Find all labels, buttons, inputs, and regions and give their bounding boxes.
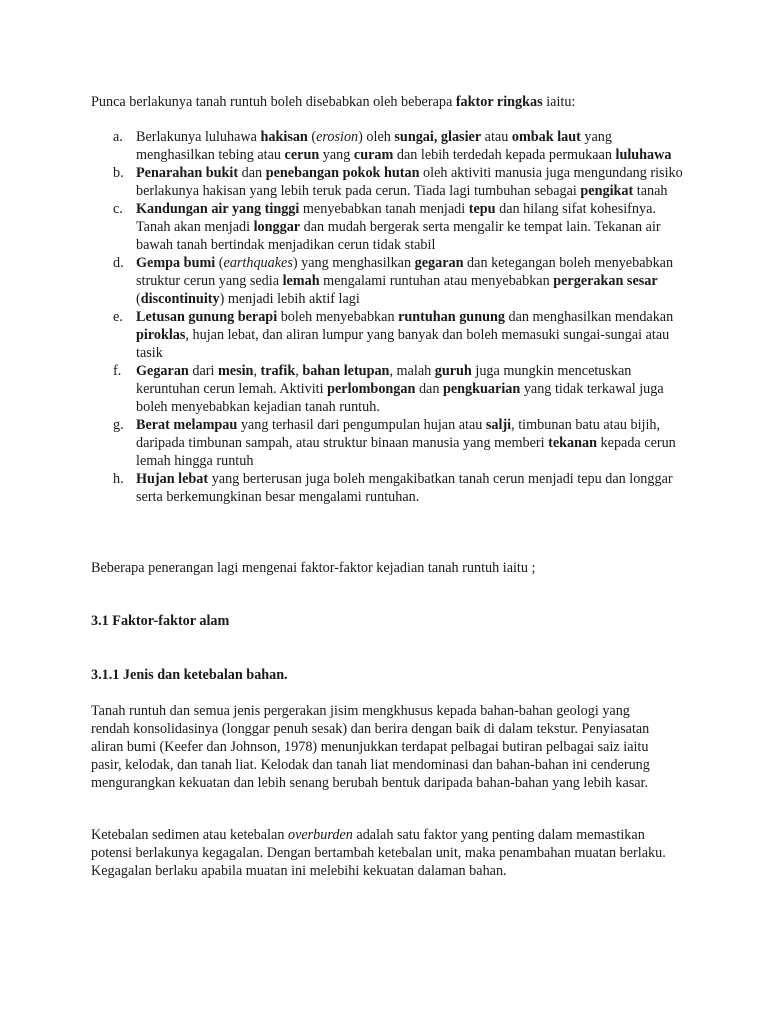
text-run: tanah [633,183,668,199]
bold-term: pengkuarian [442,381,521,397]
material-paragraph: Tanah runtuh dan semua jenis pergerakan jisim mengkhusus kepada bahan-bahan geologi yang rendah konsolidasinya (longgar penuh sesak) dan berira dengan baik di dalam tekstur. Penyiasatan aliran bumi (Keefer dan Johnson, 1978) menunjukkan terdapat pelbagai butiran pelbagai saiz iaitu pasir, kelodak, dan tanah liat. Kelodak dan tanah liat mendominasi dan bahan-bahan ini cenderung mengurangkan kekuatan dan lebih senang berubah bentuk daripada bahan-bahan yang lebih kasar. [91,703,650,791]
text-run: ) oleh [358,129,395,145]
text-run: yang [319,147,354,163]
thickness-paragraph [91,826,681,880]
text-run: adalah satu faktor yang penting dalam memastikan potensi berlakunya kegagalan. Dengan bertambah ketebalan unit, maka penambahan muatan berlaku. Kegagalan berlaku apabila muatan ini melebihi kekuatan dalaman bahan. [91,827,666,879]
bold-term: luluhawa [615,147,672,163]
factor-list [91,128,691,506]
text-run: , malah [389,363,435,379]
factor-item [91,254,691,308]
text-run: ) yang menghasilkan [292,255,415,271]
list-marker: d. [113,255,124,271]
bold-term: pengikat [580,183,634,199]
factor-item [91,470,691,506]
text-run: , timbunan batu atau bijih, daripada timbunan sampah, atau struktur binaan manusia yang memberi [136,417,661,451]
factor-item [91,200,691,254]
explanation-intro: Beberapa penerangan lagi mengenai faktor-faktor kejadian tanah runtuh iaitu ; [91,560,536,576]
text-run: yang berterusan juga boleh mengakibatkan tanah cerun menjadi tepu dan longgar serta berkemungkinan besar mengalami runtuhan. [136,471,673,505]
text-run: , [295,363,303,379]
bold-term: bahan letupan [302,363,390,379]
text-run: , hujan lebat, dan aliran lumpur yang banyak dan boleh memasuki sungai-sungai atau tasik [136,327,670,361]
bold-term: Berat melampau [136,417,238,433]
list-marker: h. [113,471,124,487]
bold-term: tepu [468,201,496,217]
text-run: dan [238,165,266,181]
bold-term: tekanan [548,435,597,451]
text-run: yang menghasilkan tebing atau [136,129,612,163]
list-marker: f. [113,363,122,379]
factor-item [91,308,691,362]
text-run: ) menjadi lebih aktif lagi [219,291,360,307]
factor-text [136,309,673,361]
factor-text [136,471,673,505]
text-run: yang tidak terkawal juga boleh menyebabkan kejadian tanah runtuh. [136,381,664,415]
text-run: oleh aktiviti manusia juga mengundang risiko berlakunya hakisan yang lebih teruk pada cerun. Tiada lagi tumbuhan sebagai [136,165,683,199]
bold-term: Penarahan bukit [136,165,239,181]
factor-text [136,417,676,469]
text-run: kepada cerun lemah hingga runtuh [136,435,676,469]
text-run: ( [307,129,317,145]
text-run: Ketebalan sedimen atau ketebalan [91,827,288,843]
bold-term: mesin [217,363,254,379]
bold-term: Hujan lebat [136,471,209,487]
bold-term: perlombongan [327,381,416,397]
text-run: atau [481,129,512,145]
italic-term: earthquakes [223,255,293,271]
factor-item [91,164,691,200]
text-run: ( [215,255,224,271]
text-run: dan ketegangan boleh menyebabkan struktur cerun yang sedia [136,255,674,289]
italic-term: erosion [316,129,359,145]
bold-term: trafik [260,363,296,379]
factor-text [136,129,672,163]
text-run: dan lebih terdedah kepada permukaan [393,147,616,163]
text-run: dan menghasilkan mendakan [504,309,674,325]
bold-term: Gegaran [136,363,189,379]
text-run: yang terhasil dari pengumpulan hujan atau [237,417,486,433]
bold-term: sungai, glasier [394,129,482,145]
text-run: iaitu: [542,94,576,110]
section-heading-3-1: 3.1 Faktor-faktor alam [91,613,230,629]
bold-term: discontinuity [140,291,220,307]
bold-term: ombak laut [511,129,581,145]
text-run: mengalami runtuhan atau menyebabkan [319,273,554,289]
factor-text [136,165,683,199]
list-marker: a. [113,129,123,145]
factor-item [91,416,691,470]
bold-term: Kandungan air yang tinggi [136,201,300,217]
factor-item [91,128,691,164]
list-marker: g. [113,417,124,433]
list-marker: b. [113,165,124,181]
bold-term: Letusan gunung berapi [136,309,278,325]
text-run: dari [188,363,218,379]
italic-term: overburden [287,827,353,843]
text-run: boleh menyebabkan [277,309,399,325]
text-run: juga mungkin mencetuskan keruntuhan cerun lemah. Aktiviti [136,363,632,397]
bold-term: penebangan pokok hutan [265,165,420,181]
intro-paragraph [91,93,691,111]
bold-term: guruh [434,363,472,379]
text-run: dan hilang sifat kohesifnya. Tanah akan menjadi [136,201,656,235]
bold-term: curam [353,147,394,163]
factor-text [136,363,664,415]
bold-term: longgar [253,219,301,235]
section-heading-3-1-1: 3.1.1 Jenis dan ketebalan bahan. [91,667,288,683]
bold-term: Gempa bumi [136,255,216,271]
text-run: Punca berlakunya tanah runtuh boleh disebabkan oleh beberapa [91,94,456,110]
list-marker: c. [113,201,123,217]
factor-item [91,362,691,416]
bold-term: faktor ringkas [455,94,543,110]
text-run: menyebabkan tanah menjadi [299,201,469,217]
bold-term: piroklas [136,327,186,343]
text-run: dan [415,381,443,397]
bold-term: hakisan [260,129,308,145]
bold-term: lemah [282,273,320,289]
bold-term: cerun [284,147,320,163]
list-marker: e. [113,309,123,325]
bold-term: runtuhan gunung [398,309,505,325]
bold-term: pergerakan sesar [553,273,658,289]
factor-text [136,255,673,307]
bold-term: gegaran [414,255,464,271]
text-run: dan mudah bergerak serta mengalir ke tempat lain. Tekanan air bawah tanah bertindak menjadikan cerun tidak stabil [136,219,661,253]
text-run: ( [136,291,141,307]
bold-term: salji [485,417,512,433]
text-run: Berlakunya luluhawa [136,129,261,145]
text-run: , [253,363,261,379]
factor-text [136,201,661,253]
